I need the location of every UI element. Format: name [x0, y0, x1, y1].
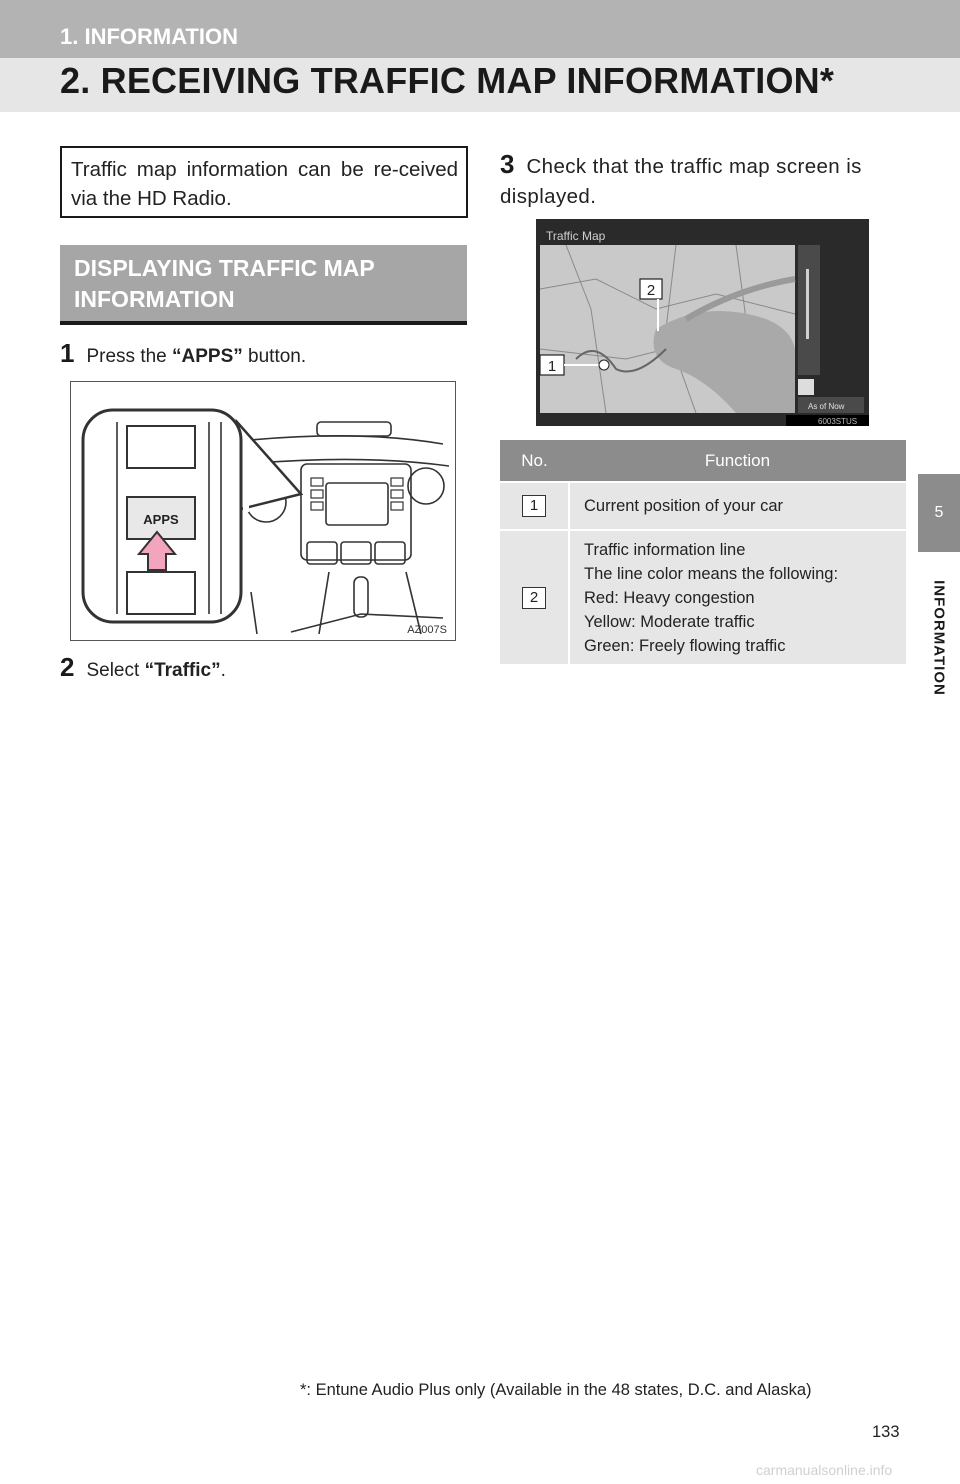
- table-row: [500, 530, 906, 664]
- page-title: 2. RECEIVING TRAFFIC MAP INFORMATION*: [60, 60, 835, 101]
- section-heading: DISPLAYING TRAFFIC MAP INFORMATION: [60, 245, 467, 323]
- map-figure-code: 6003STUS: [818, 417, 858, 426]
- table-header-function: Function: [569, 440, 906, 482]
- footnote: *: Entune Audio Plus only (Available in the 48 states, D.C. and Alaska): [300, 1381, 812, 1399]
- function-text: Green: Freely flowing traffic: [584, 636, 786, 655]
- step-1: 1 Press the “APPS” button.: [60, 338, 307, 368]
- step-3: 3 Check that the traffic map screen is displayed.: [500, 149, 862, 208]
- dashboard-illustration: [71, 382, 455, 640]
- function-text: Traffic information line: [584, 540, 746, 559]
- intro-box: Traffic map information can be re-ceived via the HD Radio.: [60, 146, 468, 218]
- function-text: Current position of your car: [584, 497, 784, 515]
- traffic-map-screenshot: [536, 219, 869, 426]
- function-text: Red: Heavy congestion: [584, 588, 755, 607]
- figure-code: AZ007S: [407, 624, 447, 636]
- section-label: 1. INFORMATION: [60, 24, 239, 49]
- function-text: The line color means the following:: [584, 564, 839, 583]
- table-row: [500, 482, 906, 530]
- callout-1: 1: [547, 358, 557, 375]
- callout-2: 2: [646, 282, 656, 299]
- apps-button-figure: [70, 381, 456, 641]
- apps-button-label: APPS: [143, 512, 179, 527]
- watermark: carmanualsonline.info: [756, 1462, 893, 1478]
- step-number: 1: [60, 338, 75, 368]
- step-number: 2: [60, 652, 75, 682]
- page-number: 133: [872, 1423, 900, 1441]
- side-tab-number[interactable]: 5: [918, 474, 960, 552]
- step-number: 3: [500, 149, 515, 179]
- function-table: [500, 440, 906, 664]
- row-number: 2: [522, 587, 546, 609]
- step-2: 2 Select “Traffic”.: [60, 652, 226, 682]
- section-heading-rule: [60, 321, 467, 325]
- table-header-no: No.: [500, 440, 569, 482]
- function-text: Yellow: Moderate traffic: [584, 612, 755, 631]
- side-tab-label: INFORMATION: [930, 580, 948, 696]
- as-of-now-button: As of Now: [808, 402, 845, 411]
- map-screen-title: Traffic Map: [546, 229, 606, 243]
- row-number: 1: [522, 495, 546, 517]
